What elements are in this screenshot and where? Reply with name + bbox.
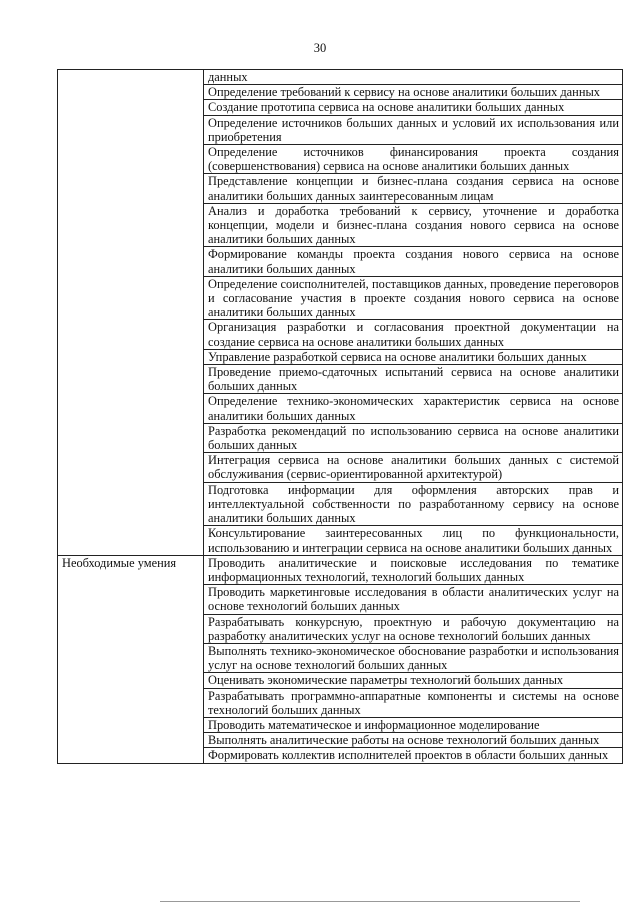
table-cell: Разрабатывать конкурсную, проектную и рабочую документацию на разработку аналитических услуг на основе технологий больших данных: [204, 614, 623, 643]
table-cell: Проведение приемо-сдаточных испытаний сервиса на основе аналитики больших данных: [204, 365, 623, 394]
table-cell: Определение соисполнителей, поставщиков данных, проведение переговоров и согласование участия в проекте создания нового сервиса на основе аналитики больших данных: [204, 276, 623, 320]
table-cell: Представление концепции и бизнес-плана создания сервиса на основе аналитики больших данных заинтересованным лицам: [204, 174, 623, 203]
table-cell: Консультирование заинтересованных лиц по функциональности, использованию и интеграции сервиса на основе аналитики больших данных: [204, 526, 623, 555]
table-row: [58, 70, 623, 85]
table-cell: Проводить аналитические и поисковые исследования по тематике информационных технологий, технологий больших данных: [204, 555, 623, 584]
table-cell: Определение источников больших данных и условий их использования или приобретения: [204, 115, 623, 144]
table-cell: Разрабатывать программно-аппаратные компоненты и системы на основе технологий больших данных: [204, 688, 623, 717]
table-cell: Анализ и доработка требований к сервису, уточнение и доработка концепции, модели и бизнес-плана создания нового сервиса на основе аналитики больших данных: [204, 203, 623, 247]
table-cell: Проводить маркетинговые исследования в области аналитических услуг на основе технологий больших данных: [204, 585, 623, 614]
table-row: [58, 555, 623, 584]
page-number: 30: [313, 41, 327, 55]
table-cell: Создание прототипа сервиса на основе аналитики больших данных: [204, 100, 623, 115]
table-cell: данных: [204, 70, 623, 85]
bottom-divider: [160, 901, 580, 902]
table-cell: Определение технико-экономических характеристик сервиса на основе аналитики больших данных: [204, 394, 623, 423]
table-cell: Выполнять технико-экономическое обоснование разработки и использования услуг на основе технологий больших данных: [204, 643, 623, 672]
table-cell: Определение требований к сервису на основе аналитики больших данных: [204, 85, 623, 100]
skills-label: Необходимые умения: [58, 555, 204, 763]
table-cell: Подготовка информации для оформления авторских прав и интеллектуальной собственности по разработанному сервису на основе аналитики больших данных: [204, 482, 623, 526]
table-cell: Проводить математическое и информационное моделирование: [204, 717, 623, 732]
table-cell: Оценивать экономические параметры технологий больших данных: [204, 673, 623, 688]
table-cell: Формирование команды проекта создания нового сервиса на основе аналитики больших данных: [204, 247, 623, 276]
table-cell: Определение источников финансирования проекта создания (совершенствования) сервиса на основе аналитики больших данных: [204, 145, 623, 174]
table-cell: Организация разработки и согласования проектной документации на создание сервиса на основе аналитики больших данных: [204, 320, 623, 349]
table-cell: Разработка рекомендаций по использованию сервиса на основе аналитики больших данных: [204, 423, 623, 452]
labor-actions-label-cell: [58, 70, 204, 556]
table-cell: Управление разработкой сервиса на основе аналитики больших данных: [204, 349, 623, 364]
table-cell: Выполнять аналитические работы на основе технологий больших данных: [204, 733, 623, 748]
table-cell: Интеграция сервиса на основе аналитики больших данных с системой обслуживания (сервис-ориентированной архитектурой): [204, 453, 623, 482]
table-cell: Формировать коллектив исполнителей проектов в области больших данных: [204, 748, 623, 763]
requirements-table: [57, 69, 623, 764]
